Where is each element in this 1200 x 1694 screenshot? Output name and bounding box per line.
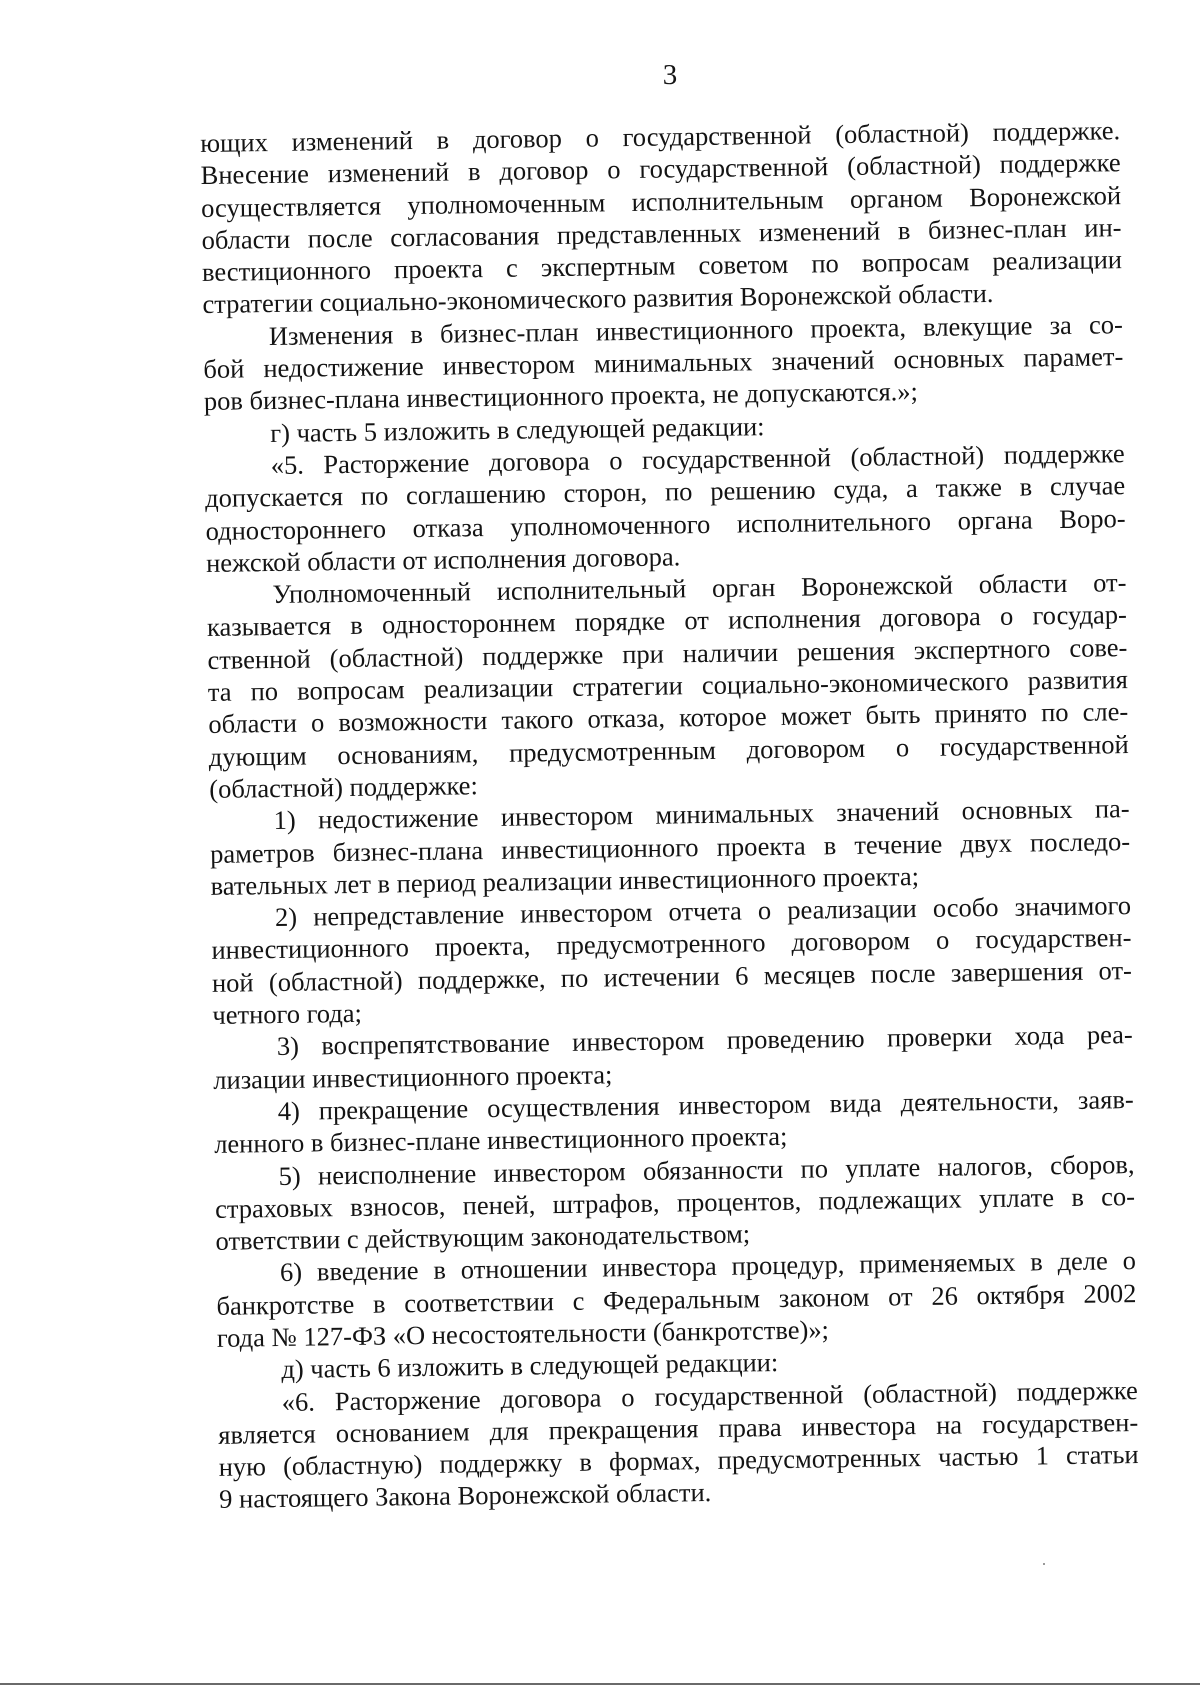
paragraph-first-line: «5. Расторжение договора о государственной (областной) поддержке [270, 438, 1125, 481]
text-line: раметров бизнес-плана инвестиционного проекта в течение двух последо- [209, 825, 1131, 869]
text-line: банкротстве в соответствии с Федеральным законом от 26 октября 2002 [216, 1277, 1137, 1321]
text-line: нежской области от исполнения договора. [205, 541, 681, 578]
paragraph-first-line: «6. Расторжение договора о государственной (областной) поддержке [281, 1374, 1138, 1417]
text-line: области после согласования представленных изменений в бизнес-план ин- [201, 212, 1122, 255]
text-line: стратегии социально-экономического развития Воронежской области. [202, 278, 994, 320]
list-item-first-line: 6) введение в отношении инвестора процедур, применяемых в деле о [279, 1245, 1137, 1288]
text-line: года № 127-ФЗ «О несостоятельности (банкротстве)»; [216, 1314, 830, 1353]
paragraph-first-line: г) часть 5 изложить в следующей редакции: [270, 410, 765, 448]
text-line: ответствии с действующим законодательством; [215, 1218, 751, 1256]
page-number: 3 [662, 59, 678, 91]
scan-speck [1043, 1563, 1045, 1565]
text-line: ственной (областной) поддержке при наличии решения экспертного сове- [207, 631, 1128, 675]
list-item-first-line: 5) неисполнение инвестором обязанности по уплате налогов, сборов, [278, 1148, 1135, 1191]
text-line: ров бизнес-плана инвестиционного проекта, не допускаются.»; [203, 376, 919, 417]
list-item-first-line: 2) непредставление инвестором отчета о реализации особо значимого [274, 890, 1132, 933]
text-line: является основанием для прекращения права инвестора на государствен- [218, 1406, 1139, 1450]
list-item-first-line: 3) воспрепятствование инвестором проведению проверки хода реа- [276, 1019, 1133, 1062]
paragraph-first-line: Изменения в бизнес-план инвестиционного проекта, влекущие за со- [268, 308, 1124, 351]
text-line: 9 настоящего Закона Воронежской области. [218, 1477, 712, 1515]
document-body [200, 114, 1139, 1515]
text-line: бой недостижение инвестором минимальных значений основных парамет- [203, 341, 1124, 385]
text-line: лизации инвестиционного проекта; [213, 1058, 613, 1095]
text-line: области о возможности такого отказа, которое может быть принято по сле- [208, 696, 1129, 740]
text-line: дующим основаниям, предусмотренным договором о государственной [208, 728, 1129, 772]
text-line: вательных лет в период реализации инвестиционного проекта; [210, 860, 920, 901]
list-item-first-line: 1) недостижение инвестором минимальных значений основных па- [273, 793, 1130, 836]
list-item-first-line: 4) прекращение осуществления инвестором вида деятельности, заяв- [277, 1083, 1134, 1126]
text-line: осуществляется уполномоченным исполнительным органом Воронежской [200, 179, 1122, 223]
text-line: та по вопросам реализации стратегии социально-экономического развития [207, 664, 1129, 707]
text-line: Внесение изменений в договор о государственной (областной) поддержке [200, 147, 1121, 191]
text-line: (областной) поддержке: [209, 770, 479, 804]
text-line: ющих изменений в договор о государственной (областной) поддержке. [200, 115, 1121, 158]
paragraph-first-line: Уполномоченный исполнительный орган Воронежской области от- [272, 567, 1127, 610]
text-line: казывается в одностороннем порядке от исполнения договора о государ- [206, 599, 1128, 643]
text-line: страховых взносов, пеней, штрафов, процентов, подлежащих уплате в со- [214, 1180, 1136, 1224]
text-line: допускается по соглашению сторон, по решению суда, а также в случае [204, 470, 1126, 514]
text-line: ленного в бизнес-плане инвестиционного проекта; [213, 1121, 788, 1160]
scan-edge-line [0, 1683, 1200, 1685]
text-line: ной (областной) поддержке, по истечении 6 месяцев после завершения от- [211, 954, 1133, 998]
text-line: инвестиционного проекта, предусмотренного договором о государствен- [211, 922, 1132, 966]
text-line: ную (областную) поддержку в формах, предусмотренных частью 1 статьи [218, 1439, 1139, 1483]
paragraph-first-line: д) часть 6 изложить в следующей редакции: [281, 1347, 779, 1385]
text-line: вестиционного проекта с экспертным советом по вопросам реализации [201, 244, 1123, 288]
text-line: одностороннего отказа уполномоченного исполнительного органа Воро- [205, 502, 1126, 546]
text-line: четного года; [212, 997, 363, 1030]
